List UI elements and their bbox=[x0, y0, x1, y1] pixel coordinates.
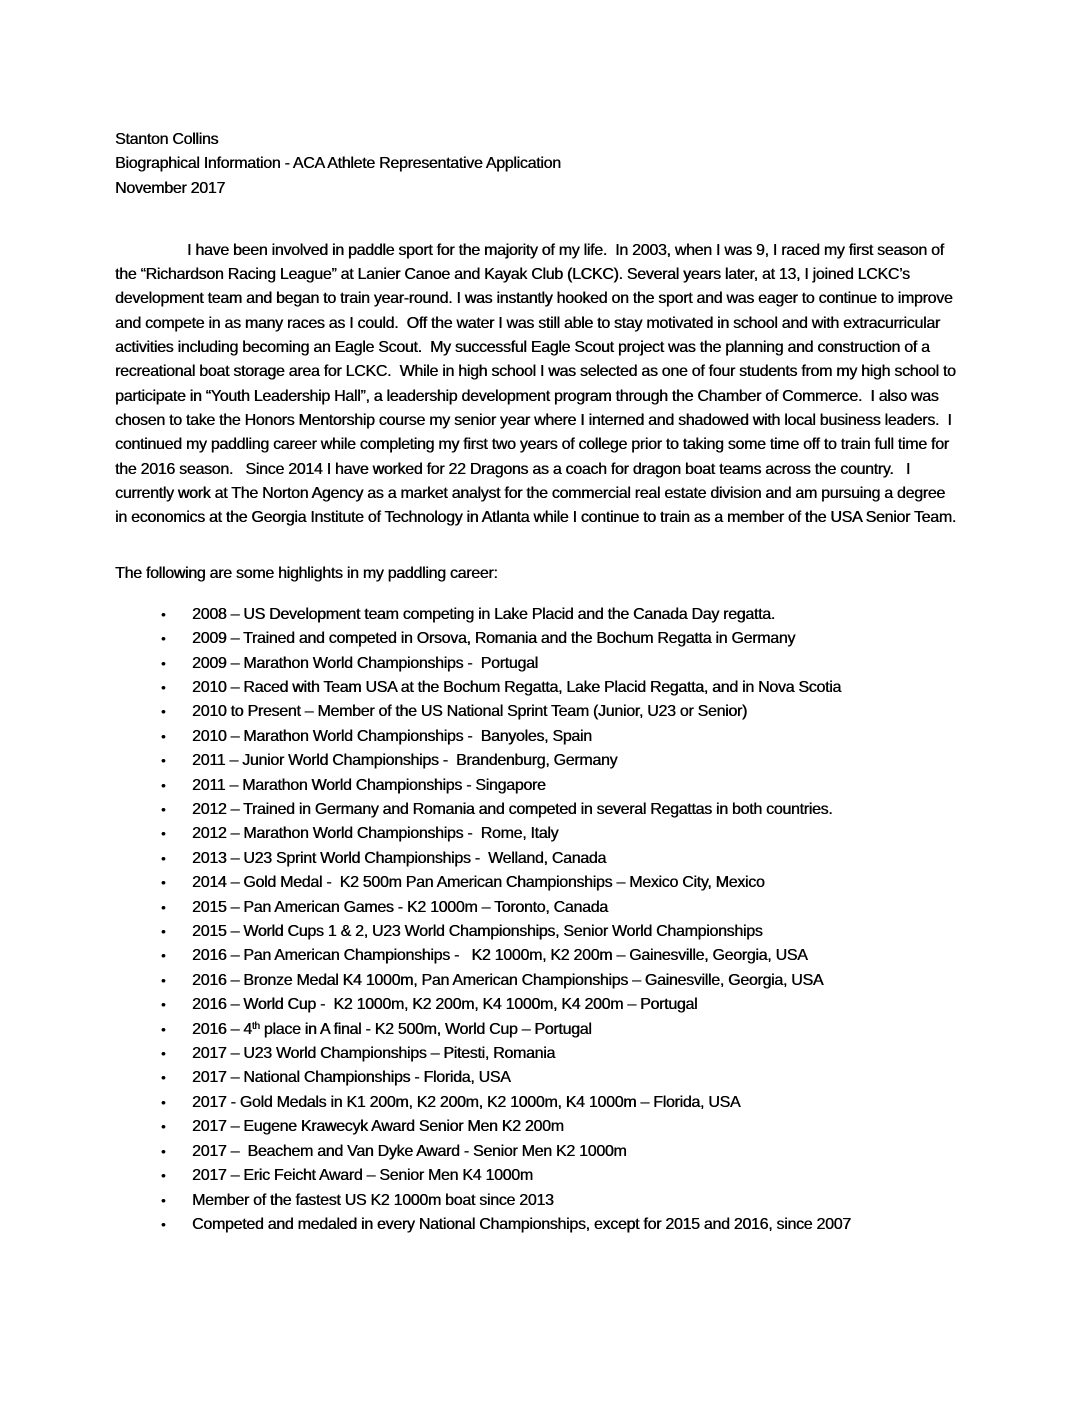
highlight-text: 2017 – Eric Feicht Award – Senior Men K4 1000m bbox=[192, 1167, 533, 1185]
highlight-item bbox=[115, 1042, 960, 1066]
highlight-item bbox=[115, 700, 960, 724]
highlight-text: 2015 – Pan American Games - K2 1000m – Toronto, Canada bbox=[192, 898, 608, 916]
highlight-item bbox=[115, 944, 960, 968]
bullet-icon: • bbox=[161, 875, 166, 891]
bullet-icon: • bbox=[161, 1094, 166, 1110]
bullet-icon: • bbox=[161, 1070, 166, 1086]
highlight-text: 2010 – Marathon World Championships - Banyoles, Spain bbox=[192, 727, 592, 745]
bullet-icon: • bbox=[161, 997, 166, 1013]
highlight-text: 2013 – U23 Sprint World Championships - Welland, Canada bbox=[192, 849, 606, 867]
highlight-item bbox=[115, 871, 960, 895]
highlight-item bbox=[115, 725, 960, 749]
bullet-icon: • bbox=[161, 826, 166, 842]
highlight-text: 2010 – Raced with Team USA at the Bochum Regatta, Lake Placid Regatta, and in Nova Scotia bbox=[192, 678, 841, 696]
highlight-item bbox=[115, 1091, 960, 1115]
bullet-icon: • bbox=[161, 1046, 166, 1062]
bullet-icon: • bbox=[161, 899, 166, 915]
bullet-icon: • bbox=[161, 1119, 166, 1135]
highlight-text: 2016 – Bronze Medal K4 1000m, Pan American Championships – Gainesville, Georgia, USA bbox=[192, 971, 824, 989]
highlight-text: 2012 – Trained in Germany and Romania and competed in several Regattas in both countries. bbox=[192, 801, 833, 818]
highlight-item bbox=[115, 627, 960, 651]
highlight-item bbox=[115, 603, 960, 627]
highlight-text: Member of the fastest US K2 1000m boat since 2013 bbox=[192, 1191, 554, 1209]
bullet-icon: • bbox=[161, 850, 166, 866]
bullet-icon: • bbox=[161, 948, 166, 964]
highlight-text: 2010 to Present – Member of the US National Sprint Team (Junior, U23 or Senior) bbox=[192, 703, 747, 721]
bullet-icon: • bbox=[161, 606, 166, 622]
highlight-text: 2011 – Junior World Championships - Brandenburg, Germany bbox=[192, 752, 618, 770]
highlight-text: 2009 – Trained and competed in Orsova, Romania and the Bochum Regatta in Germany bbox=[192, 630, 796, 648]
highlight-text: Competed and medaled in every National Championships, except for 2015 and 2016, since 2007 bbox=[192, 1215, 851, 1233]
bullet-icon: • bbox=[161, 1216, 166, 1232]
highlight-text: 2017 - Gold Medals in K1 200m, K2 200m, K2 1000m, K4 1000m – Florida, USA bbox=[192, 1093, 741, 1111]
highlight-item bbox=[115, 847, 960, 871]
highlight-item bbox=[115, 798, 960, 822]
bullet-icon: • bbox=[161, 777, 166, 793]
highlight-text: 2017 – National Championships - Florida, USA bbox=[192, 1069, 511, 1087]
highlight-item bbox=[115, 1213, 960, 1237]
highlight-text: 2016 – 4th place in A final - K2 500m, World Cup – Portugal bbox=[192, 1020, 592, 1038]
highlight-item bbox=[115, 822, 960, 846]
highlight-item bbox=[115, 676, 960, 700]
bullet-icon: • bbox=[161, 1168, 166, 1184]
highlights-list bbox=[115, 603, 960, 1238]
highlight-item bbox=[115, 896, 960, 920]
document-header bbox=[115, 128, 973, 201]
highlight-text: 2016 – World Cup - K2 1000m, K2 200m, K4 1000m, K4 200m – Portugal bbox=[192, 996, 698, 1014]
bullet-icon: • bbox=[161, 679, 166, 695]
bullet-icon: • bbox=[161, 1021, 166, 1037]
bullet-icon: • bbox=[161, 704, 166, 720]
highlight-text: 2017 – Beachem and Van Dyke Award - Senior Men K2 1000m bbox=[192, 1142, 627, 1160]
bullet-icon: • bbox=[161, 753, 166, 769]
highlight-text: 2011 – Marathon World Championships - Singapore bbox=[192, 776, 546, 794]
highlight-text: 2016 – Pan American Championships - K2 1000m, K2 200m – Gainesville, Georgia, USA bbox=[192, 947, 808, 965]
highlight-item bbox=[115, 1140, 960, 1164]
bullet-icon: • bbox=[161, 655, 166, 671]
bio-paragraph: I have been involved in paddle sport for the majority of my life. In 2003, when I was 9, I raced my first season of the “Richardson Racing League” at Lanier Canoe and Kayak Club (LCKC). Several years later, at 13, I joined LCKC’s development team and began to train year-round. I was instantly hooked on the sport and was eager to continue to improve and compete in as many races as I could. Off the water I was still able to stay motivated in school and with extracurricular activities including becoming an Eagle Scout. My successful Eagle Scout project was the planning and construction of a recreational boat storage area for LCKC. While in high school I was selected as one of four students from my high school to participate in “Youth Leadership Hall”, a leadership development program through the Chamber of Commerce. I also was chosen to take the Honors Mentorship course my senior year where I interned and shadowed with local business leaders. I continued my paddling career while completing my first two years of college prior to taking some time off to train full time for the 2016 season. Since 2014 I have worked for 22 Dragons as a coach for dragon boat teams across the country. I currently work at The Norton Agency as a market analyst for the commercial real estate division and am pursuing a degree in economics at the Georgia Institute of Technology in Atlanta while I continue to train as a member of the USA Senior Team. bbox=[115, 241, 960, 527]
bullet-icon: • bbox=[161, 1143, 166, 1159]
bullet-icon: • bbox=[161, 802, 166, 817]
highlights-intro: The following are some highlights in my paddling career: bbox=[115, 565, 498, 583]
bullet-icon: • bbox=[161, 631, 166, 647]
bullet-icon: • bbox=[161, 1192, 166, 1208]
highlight-item bbox=[115, 1018, 960, 1042]
author-name: Stanton Collins bbox=[115, 131, 219, 148]
highlight-item bbox=[115, 1164, 960, 1188]
highlight-text: 2017 – U23 World Championships – Pitesti, Romania bbox=[192, 1045, 555, 1063]
bullet-icon: • bbox=[161, 924, 166, 940]
bullet-icon: • bbox=[161, 728, 166, 744]
highlight-text: 2012 – Marathon World Championships - Rome, Italy bbox=[192, 825, 559, 843]
document-title: Biographical Information - ACA Athlete Representative Application bbox=[115, 155, 561, 173]
highlight-item bbox=[115, 1115, 960, 1139]
highlight-text: 2009 – Marathon World Championships - Portugal bbox=[192, 654, 538, 672]
highlight-text: 2014 – Gold Medal - K2 500m Pan American Championships – Mexico City, Mexico bbox=[192, 874, 765, 892]
highlight-item bbox=[115, 774, 960, 798]
highlight-text: 2015 – World Cups 1 & 2, U23 World Championships, Senior World Championships bbox=[192, 923, 763, 941]
highlight-text: 2017 – Eugene Krawecyk Award Senior Men K2 200m bbox=[192, 1118, 564, 1136]
highlight-item bbox=[115, 1066, 960, 1090]
document-date: November 2017 bbox=[115, 179, 225, 197]
highlight-item bbox=[115, 652, 960, 676]
highlight-item bbox=[115, 969, 960, 993]
bullet-icon: • bbox=[161, 972, 166, 988]
highlight-item bbox=[115, 749, 960, 773]
highlight-item bbox=[115, 920, 960, 944]
highlight-item bbox=[115, 1189, 960, 1213]
highlight-text: 2008 – US Development team competing in Lake Placid and the Canada Day regatta. bbox=[192, 605, 775, 623]
highlight-item bbox=[115, 993, 960, 1017]
